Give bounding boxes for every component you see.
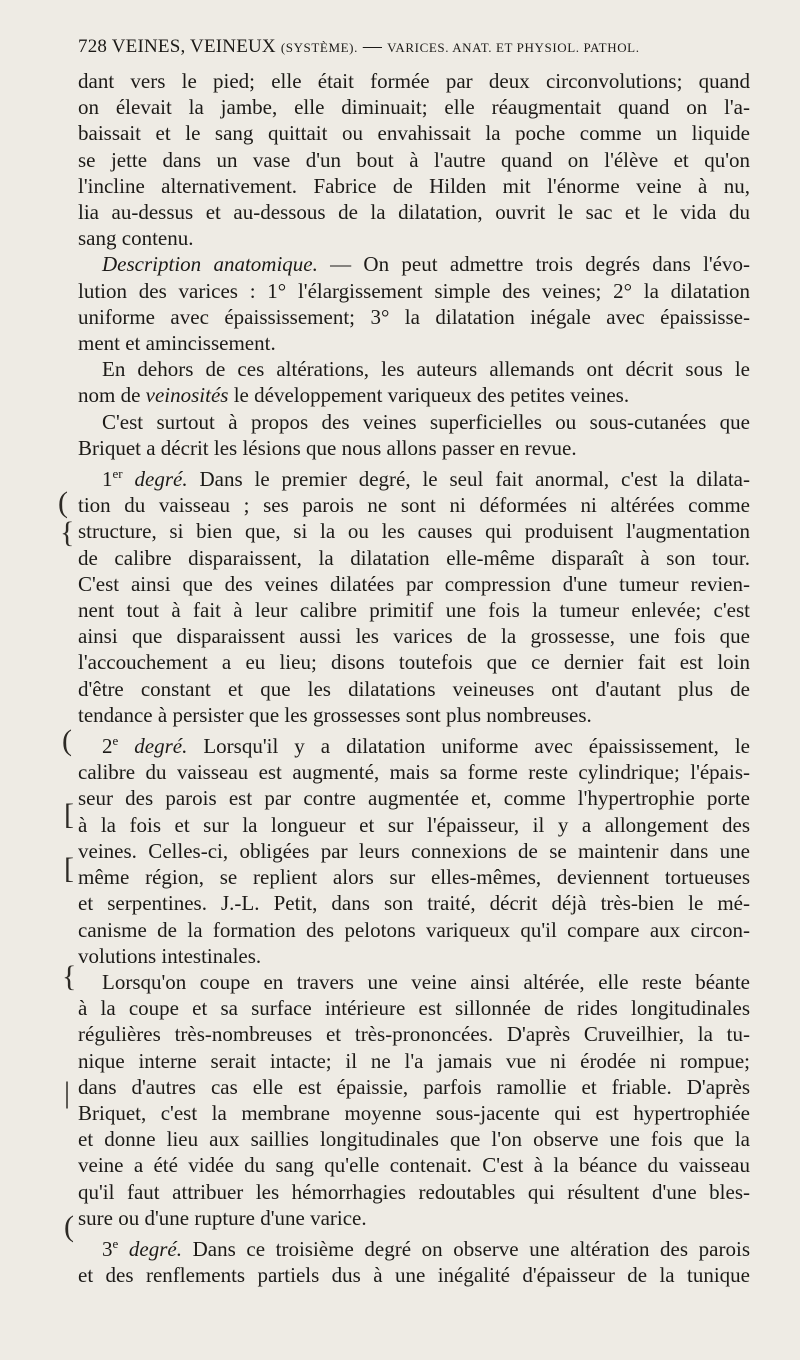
margin-bracket-mark: ( — [62, 724, 72, 757]
text-line: Briquet, c'est la membrane moyenne sous-jacente qui est hypertrophiée — [78, 1100, 750, 1125]
italic-lead: degré. — [128, 1236, 182, 1261]
header-section: VARICES. ANAT. ET PHYSIOL. PATHOL. — [387, 40, 640, 55]
text-line: ainsi que disparaissent aussi les varices de la grossesse, une fois que — [78, 624, 750, 649]
italic-term: veinosités — [145, 383, 229, 408]
text-line: Lorsqu'on coupe en travers une veine ainsi altérée, elle reste béante — [102, 969, 750, 994]
header-title: VEINES, VEINEUX — [111, 36, 276, 57]
text-line: même région, se replient alors sur elles-mêmes, deviennent tortueuses — [78, 865, 750, 890]
text-line: En dehors de ces altérations, les auteurs allemands ont décrit sous le — [102, 357, 750, 382]
header-title-small: (SYSTÈME). — [280, 40, 358, 55]
text-line: et des renflements partiels dus à une inégalité d'épaisseur de la tunique — [78, 1263, 750, 1288]
text-run: Dans ce troisième degré on observe une altération des parois — [181, 1236, 750, 1261]
margin-bracket-mark: { — [62, 960, 77, 993]
text-line: volutions intestinales. — [78, 943, 262, 968]
text-line: l'incline alternativement. Fabrice de Hilden mit l'énorme veine à nu, — [78, 173, 750, 198]
text-line: et serpentines. J.-L. Petit, dans son traité, décrit déjà très-bien le mé- — [78, 891, 750, 916]
text-line: structure, si bien que, si la ou les causes qui produisent l'augmentation — [78, 519, 750, 544]
text-line: seur des parois est par contre augmentée et, comme l'hypertrophie porte — [78, 786, 750, 811]
text-line: calibre du vaisseau est augmenté, mais sa forme reste cylindrique; l'épais- — [78, 760, 750, 785]
text-line: Briquet a décrit les lésions que nous allons passer en revue. — [78, 435, 577, 460]
text-line: C'est surtout à propos des veines superficielles ou sous-cutanées que — [102, 409, 750, 434]
text-line: qu'il faut attribuer les hémorrhagies redoutables qui résultent d'une bles- — [78, 1179, 750, 1204]
paragraph — [78, 409, 750, 461]
margin-bracket-mark: { — [60, 516, 75, 549]
text-line: baissait et le sang quittait ou envahissait la poche comme un liquide — [78, 121, 750, 146]
margin-bracket-mark: ( — [58, 486, 68, 519]
running-header — [78, 36, 758, 62]
text-line: uniforme avec épaississement; 3° la dilatation inégale avec épaississe- — [78, 304, 750, 329]
margin-bracket-mark: | — [64, 1076, 71, 1109]
degree-superscript: e — [112, 733, 119, 749]
degree-superscript: e — [112, 1235, 119, 1251]
text-run: Lorsqu'il y a dilatation uniforme avec épaississement, le — [187, 734, 750, 759]
text-line: veine a été vidée du sang qu'elle contenait. C'est à la béance du vaisseau — [78, 1153, 750, 1178]
text-run: Dans le premier degré, le seul fait anormal, c'est la dilata- — [187, 467, 751, 492]
text-line: sure ou d'une rupture d'une varice. — [78, 1205, 367, 1230]
text-line — [78, 461, 750, 492]
text-line: lution des varices : 1° l'élargissement simple des veines; 2° la dilatation — [78, 278, 750, 303]
header-dash: — — [362, 36, 383, 57]
margin-bracket-mark: ( — [64, 1210, 74, 1243]
text-line — [78, 382, 750, 408]
text-line: dans d'autres cas elle est épaissie, parfois ramollie et friable. D'après — [78, 1074, 750, 1099]
italic-lead: degré. — [134, 734, 188, 759]
paragraph — [78, 969, 750, 1231]
text-line: et donne lieu aux saillies longitudinales que l'on observe une fois que la — [78, 1127, 750, 1152]
text-line: de calibre disparaissent, la dilatation elle-même disparaît à son tour. — [78, 545, 750, 570]
margin-bracket-mark: [ — [64, 798, 74, 831]
paragraph — [78, 251, 750, 356]
text-line: l'accouchement a eu lieu; disons toutefois que ce dernier fait est loin — [78, 650, 750, 675]
text-run: le développement variqueux des petites veines. — [228, 383, 630, 408]
degree-number: 1 — [102, 467, 113, 492]
paragraph — [78, 1231, 750, 1288]
text-line: à la fois et sur la longueur et sur l'épaisseur, il y a allongement des — [78, 812, 750, 837]
text-line — [78, 251, 750, 277]
paragraph — [78, 356, 750, 408]
text-line: tion du vaisseau ; ses parois ne sont ni déformées ni altérées comme — [78, 493, 750, 518]
degree-superscript: er — [112, 466, 123, 482]
text-line: dant vers le pied; elle était formée par deux circonvolutions; quand — [78, 69, 750, 93]
text-run: — On peut admettre trois degrés dans l'évo- — [317, 252, 750, 277]
text-line: régulières très-nombreuses et très-prononcées. D'après Cruveilhier, la tu- — [78, 1022, 750, 1047]
text-line: tendance à persister que les grossesses sont plus nombreuses. — [78, 702, 592, 727]
text-line — [78, 1231, 750, 1262]
text-line: nent tout à fait à leur calibre primitif une fois la tumeur enlevée; c'est — [78, 598, 750, 623]
paragraph — [78, 728, 750, 969]
body-text — [78, 68, 750, 1288]
text-line: veines. Celles-ci, obligées par leurs connexions de se maintenir dans une — [78, 838, 750, 863]
text-line: on élevait la jambe, elle diminuait; elle réaugmentait quand on l'a- — [78, 95, 750, 120]
text-run: nom de — [78, 383, 146, 408]
text-line: C'est ainsi que des veines dilatées par compression d'une tumeur revien- — [78, 571, 750, 596]
text-line — [78, 728, 750, 759]
text-line: à la coupe et sa surface intérieure est sillonnée de rides longitudinales — [78, 996, 750, 1021]
text-line: ment et amincissement. — [78, 331, 276, 356]
paragraph — [78, 68, 750, 251]
text-line: lia au-dessus et au-dessous de la dilatation, ouvrit le sac et le vida du — [78, 200, 750, 225]
italic-lead: Description anatomique. — [102, 252, 318, 277]
text-line: d'être constant et que les dilatations veineuses ont d'autant plus de — [78, 676, 750, 701]
degree-number: 3 — [102, 1236, 113, 1261]
margin-bracket-mark: [ — [64, 852, 74, 885]
paragraph — [78, 461, 750, 728]
text-line: sang contenu. — [78, 226, 194, 251]
italic-lead: degré. — [134, 467, 188, 492]
page-number: 728 — [78, 36, 108, 57]
text-line: se jette dans un vase d'un bout à l'autre quand on l'élève et qu'on — [78, 147, 750, 172]
degree-number: 2 — [102, 734, 113, 759]
text-line: nique interne serait intacte; il ne l'a jamais vue ni érodée ni rompue; — [78, 1048, 750, 1073]
text-line: canisme de la formation des pelotons variqueux qu'il compare aux circon- — [78, 917, 750, 942]
